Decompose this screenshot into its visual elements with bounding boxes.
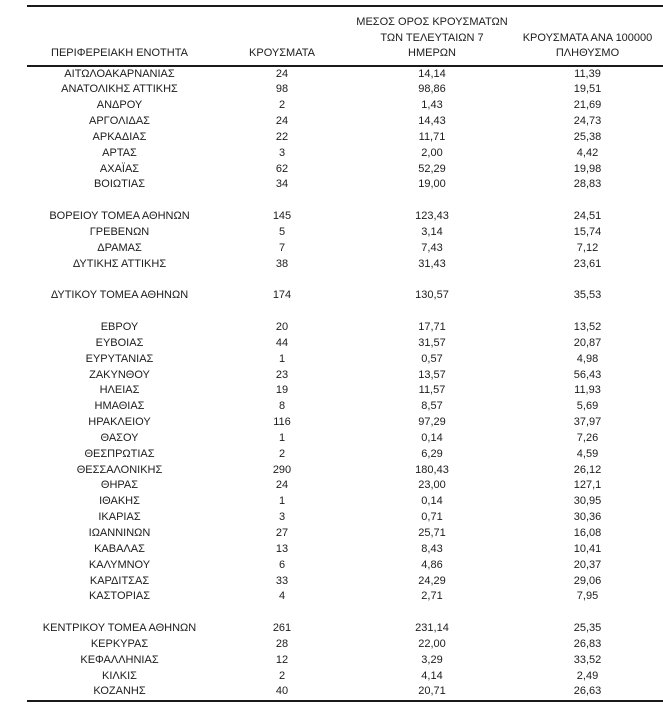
table-row [27, 526, 663, 542]
per100k-cell: 15,74 [573, 225, 602, 238]
table-row [27, 336, 663, 352]
region-cell: ΙΚΑΡΙΑΣ [98, 511, 141, 524]
avg7-cell: 14,14 [418, 67, 446, 80]
avg7-cell: 13,57 [418, 368, 446, 381]
avg7-cell: 31,57 [418, 336, 446, 349]
table-row [27, 225, 663, 241]
avg7-cell: 6,29 [421, 447, 443, 460]
cases-cell: 22 [275, 130, 289, 143]
table-row [27, 352, 663, 368]
per100k-cell: 26,83 [573, 637, 602, 650]
table-row [27, 82, 663, 98]
avg7-cell: 1,43 [421, 99, 443, 112]
avg7-cell: 130,57 [415, 289, 449, 302]
cases-cell: 24 [275, 479, 289, 492]
table-header [27, 7, 663, 65]
per100k-cell: 19,98 [573, 162, 602, 175]
group-spacer [27, 193, 663, 209]
column-header-cases-label: ΚΡΟΥΣΜΑΤΑ [249, 47, 315, 59]
table-row [27, 574, 663, 590]
cases-cell: 28 [275, 637, 289, 650]
avg7-cell: 17,71 [418, 321, 446, 333]
table-row [27, 288, 663, 304]
avg7-cell: 0,57 [421, 352, 443, 365]
avg7-cell: 19,00 [418, 178, 446, 191]
region-cell: ΑΡΚΑΔΙΑΣ [92, 130, 147, 143]
per100k-cell: 56,43 [573, 368, 602, 381]
region-cell: ΑΧΑΪΑΣ [99, 162, 140, 175]
table-row [27, 241, 663, 257]
avg7-cell: 11,71 [418, 130, 446, 143]
region-cell: ΘΕΣΣΑΛΟΝΙΚΗΣ [76, 463, 163, 476]
region-cell: ΑΙΤΩΛΟΑΚΑΡΝΑΝΙΑΣ [64, 67, 175, 80]
cases-cell: 98 [275, 83, 289, 96]
column-header-per100k-line1: ΚΡΟΥΣΜΑΤΑ ΑΝΑ 100000 [522, 31, 653, 44]
cases-cell: 34 [275, 178, 289, 191]
group-spacer [27, 272, 663, 288]
region-cell: ΒΟΙΩΤΙΑΣ [93, 178, 146, 191]
avg7-cell: 8,43 [421, 542, 443, 555]
avg7-cell: 3,14 [421, 225, 443, 238]
table-row [27, 510, 663, 526]
per100k-cell: 5,69 [576, 400, 599, 413]
table-body [27, 67, 663, 701]
region-cell: ΚΑΡΔΙΤΣΑΣ [89, 574, 150, 587]
per100k-cell: 24,51 [573, 210, 602, 223]
region-cell: ΒΟΡΕΙΟΥ ΤΟΜΕΑ ΑΘΗΝΩΝ [49, 210, 190, 223]
cases-cell: 2 [278, 669, 286, 682]
avg7-cell: 7,43 [421, 241, 443, 254]
table-row [27, 257, 663, 273]
per100k-cell: 24,73 [573, 115, 602, 128]
per100k-cell: 25,38 [573, 130, 602, 143]
region-cell: ΙΘΑΚΗΣ [99, 495, 140, 508]
bottom-rule [27, 700, 663, 702]
region-cell: ΚΑΣΤΟΡΙΑΣ [88, 590, 151, 603]
per100k-cell: 25,35 [573, 622, 602, 635]
per100k-cell: 20,87 [573, 336, 602, 349]
region-cell: ΘΑΣΟΥ [100, 431, 139, 444]
table-row [27, 637, 663, 653]
table-row [27, 621, 663, 637]
per100k-cell: 30,36 [573, 511, 602, 524]
group-spacer [27, 304, 663, 320]
avg7-cell: 0,14 [421, 495, 443, 508]
per100k-cell: 4,59 [576, 447, 599, 460]
table-row [27, 162, 663, 178]
avg7-cell: 97,29 [418, 416, 446, 429]
cases-cell: 12 [275, 653, 289, 666]
per100k-cell: 7,12 [576, 241, 599, 254]
cases-cell: 44 [275, 336, 289, 349]
avg7-cell: 20,71 [418, 685, 446, 698]
region-cell: ΘΗΡΑΣ [100, 479, 139, 492]
table-row [27, 463, 663, 479]
per100k-cell: 19,51 [573, 83, 602, 96]
table-row [27, 399, 663, 415]
region-cell: ΕΥΡΥΤΑΝΙΑΣ [85, 352, 154, 365]
avg7-cell: 25,71 [418, 526, 446, 539]
avg7-cell: 2,71 [421, 590, 443, 603]
table-row [27, 684, 663, 700]
avg7-cell: 31,43 [418, 257, 446, 270]
region-cell: ΑΡΤΑΣ [102, 146, 137, 159]
table-row [27, 209, 663, 225]
region-cell: ΗΡΑΚΛΕΙΟΥ [88, 416, 151, 429]
avg7-cell: 23,00 [418, 479, 446, 492]
region-cell: ΔΥΤΙΚΗΣ ΑΤΤΙΚΗΣ [72, 257, 167, 270]
per100k-cell: 30,95 [573, 495, 602, 508]
cases-cell: 1 [278, 431, 286, 444]
region-cell: ΑΝΑΤΟΛΙΚΗΣ ΑΤΤΙΚΗΣ [61, 83, 178, 96]
table-row [27, 177, 663, 193]
per100k-cell: 20,37 [573, 558, 602, 571]
per100k-cell: 28,83 [573, 178, 602, 191]
table-row [27, 669, 663, 685]
cases-cell: 261 [272, 622, 292, 635]
region-cell: ΕΥΒΟΙΑΣ [95, 336, 144, 349]
per100k-cell: 4,42 [576, 146, 599, 159]
per100k-cell: 7,95 [576, 590, 599, 603]
cases-cell: 6 [278, 558, 286, 571]
region-cell: ΔΡΑΜΑΣ [97, 241, 142, 254]
cases-cell: 20 [275, 321, 289, 333]
per100k-cell: 11,93 [574, 384, 601, 397]
column-header-region [27, 46, 212, 62]
cases-cell: 2 [278, 99, 286, 112]
table-row [27, 146, 663, 162]
column-header-avg7-line2: ΤΩΝ ΤΕΛΕΥΤΑΙΩΝ 7 [380, 31, 484, 44]
cases-cell: 1 [278, 352, 286, 365]
avg7-cell: 123,43 [415, 210, 449, 223]
cases-cell: 5 [278, 225, 286, 238]
region-cell: ΕΒΡΟΥ [100, 321, 139, 333]
group-spacer [27, 605, 663, 621]
avg7-cell: 11,57 [418, 384, 446, 397]
avg7-cell: 22,00 [418, 637, 446, 650]
table-row [27, 558, 663, 574]
cases-cell: 40 [275, 685, 289, 698]
column-header-per100k-line2: ΠΛΗΘΥΣΜΟ [555, 47, 620, 59]
cases-cell: 8 [278, 400, 286, 413]
avg7-cell: 4,14 [421, 669, 443, 682]
avg7-cell: 231,14 [415, 622, 449, 635]
cases-cell: 290 [272, 463, 292, 476]
per100k-cell: 35,53 [573, 289, 602, 302]
avg7-cell: 4,86 [421, 558, 443, 571]
cases-cell: 23 [275, 368, 289, 381]
column-header-avg7-line1: ΜΕΣΟΣ ΟΡΟΣ ΚΡΟΥΣΜΑΤΩΝ [356, 16, 508, 28]
table-row [27, 383, 663, 399]
per100k-cell: 37,97 [573, 416, 602, 429]
column-header-region-label: ΠΕΡΙΦΕΡΕΙΑΚΗ ΕΝΟΤΗΤΑ [51, 47, 188, 59]
region-cell: ΚΕΝΤΡΙΚΟΥ ΤΟΜΕΑ ΑΘΗΝΩΝ [42, 622, 197, 635]
region-cell: ΚΕΡΚΥΡΑΣ [90, 637, 149, 650]
per100k-cell: 33,52 [573, 653, 602, 666]
region-cell: ΗΜΑΘΙΑΣ [94, 400, 145, 413]
region-cell: ΑΡΓΟΛΙΔΑΣ [89, 115, 150, 128]
table-row [27, 478, 663, 494]
region-cell: ΘΕΣΠΡΩΤΙΑΣ [84, 447, 155, 460]
per100k-cell: 26,63 [573, 685, 602, 698]
table-row [27, 98, 663, 114]
avg7-cell: 8,57 [421, 400, 443, 413]
per100k-cell: 21,69 [573, 99, 602, 112]
per100k-cell: 10,41 [573, 542, 602, 555]
cases-cell: 2 [278, 447, 286, 460]
per100k-cell: 23,61 [573, 257, 602, 270]
table-row [27, 589, 663, 605]
region-cell: ΚΑΒΑΛΑΣ [94, 542, 145, 555]
table-row [27, 542, 663, 558]
table-row [27, 320, 663, 336]
column-header-avg7-line3: ΗΜΕΡΩΝ [408, 47, 456, 59]
avg7-cell: 0,14 [421, 431, 443, 444]
region-cell: ΗΛΕΙΑΣ [99, 384, 140, 397]
cases-cell: 116 [273, 416, 291, 429]
cases-cell: 4 [278, 590, 286, 603]
avg7-cell: 14,43 [418, 115, 446, 128]
avg7-cell: 24,29 [418, 574, 446, 587]
region-cell: ΚΙΛΚΙΣ [102, 669, 137, 682]
region-cell: ΓΡΕΒΕΝΩΝ [89, 225, 150, 238]
table-row [27, 67, 663, 83]
per100k-cell: 2,49 [576, 669, 599, 682]
avg7-cell: 0,71 [421, 511, 443, 524]
per100k-cell: 4,98 [576, 352, 599, 365]
cases-cell: 38 [275, 257, 289, 270]
avg7-cell: 180,43 [415, 463, 449, 476]
cases-cell: 3 [278, 511, 286, 524]
table-row [27, 415, 663, 431]
table-row [27, 431, 663, 447]
cases-cell: 13 [275, 542, 289, 555]
table-row [27, 447, 663, 463]
table-row [27, 368, 663, 384]
region-cell: ΖΑΚΥΝΘΟΥ [89, 368, 150, 381]
cases-cell: 33 [275, 574, 289, 587]
cases-cell: 7 [278, 241, 286, 254]
table-row [27, 130, 663, 146]
column-header-avg7 [352, 15, 512, 62]
cases-cell: 174 [272, 289, 292, 302]
region-cell: ΚΑΛΥΜΝΟΥ [88, 558, 151, 571]
cases-cell: 24 [275, 67, 289, 80]
per100k-cell: 26,12 [573, 463, 602, 476]
cases-cell: 62 [275, 162, 289, 175]
avg7-cell: 3,29 [421, 653, 443, 666]
cases-cell: 19 [275, 384, 289, 397]
avg7-cell: 98,86 [418, 83, 446, 96]
table-row [27, 114, 663, 130]
region-cell: ΙΩΑΝΝΙΝΩΝ [88, 526, 151, 539]
per100k-cell: 16,08 [573, 526, 602, 539]
cases-cell: 24 [275, 115, 289, 128]
cases-cell: 145 [272, 210, 292, 223]
cases-cell: 1 [278, 495, 286, 508]
table-row [27, 653, 663, 669]
per100k-cell: 13,52 [573, 321, 602, 333]
region-cell: ΑΝΔΡΟΥ [96, 99, 143, 112]
region-cell: ΚΟΖΑΝΗΣ [93, 685, 146, 698]
region-cell: ΚΕΦΑΛΛΗΝΙΑΣ [80, 653, 159, 666]
table-row [27, 494, 663, 510]
region-cell: ΔΥΤΙΚΟΥ ΤΟΜΕΑ ΑΘΗΝΩΝ [50, 289, 189, 302]
avg7-cell: 52,29 [418, 162, 446, 175]
per100k-cell: 7,26 [576, 431, 599, 444]
column-header-cases [212, 46, 352, 62]
cases-cell: 3 [278, 146, 286, 159]
avg7-cell: 2,00 [421, 146, 443, 159]
per100k-cell: 127,1 [573, 479, 602, 492]
cases-cell: 27 [275, 526, 289, 539]
per100k-cell: 29,06 [573, 574, 602, 587]
column-header-per100k [512, 31, 663, 62]
per100k-cell: 11,39 [574, 67, 601, 80]
